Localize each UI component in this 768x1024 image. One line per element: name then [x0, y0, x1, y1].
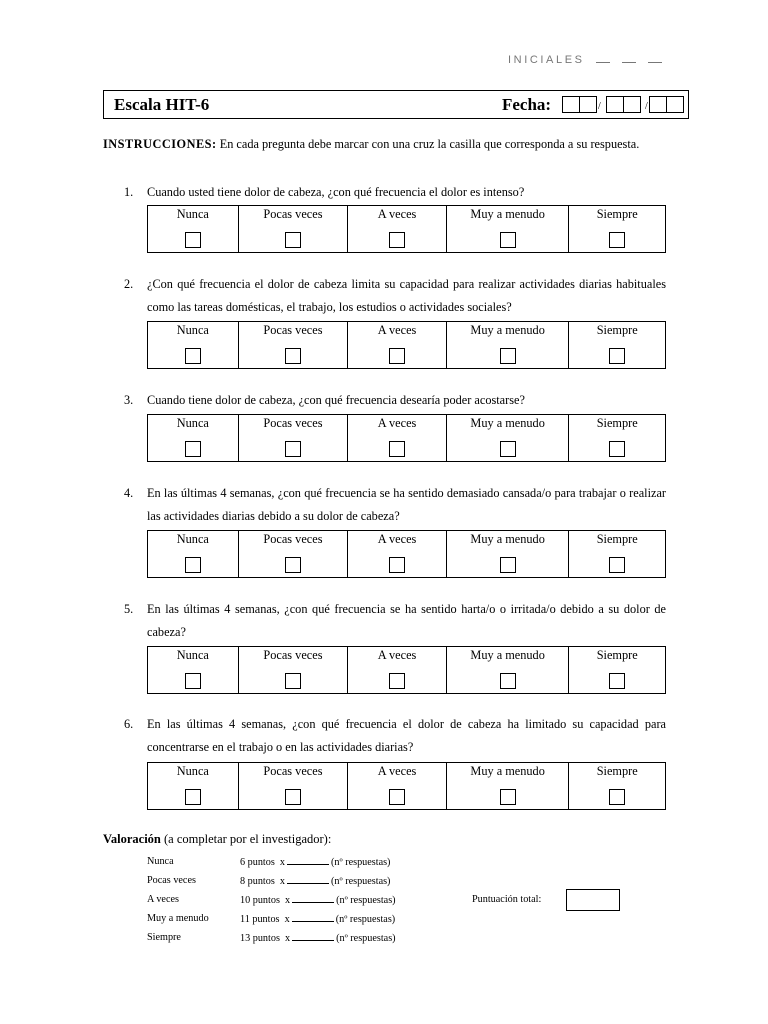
- answer-cell: [148, 206, 239, 252]
- initials-blank-3[interactable]: [648, 56, 662, 63]
- scoring-row-label: Pocas veces: [147, 875, 196, 886]
- answer-cell: [148, 322, 239, 368]
- answer-option-label: Pocas veces: [263, 416, 323, 430]
- answer-cell: [569, 415, 665, 461]
- scoring-responses-note: (nº respuestas): [336, 933, 396, 944]
- scoring-count-blank[interactable]: [292, 894, 334, 903]
- question-number: 1.: [124, 185, 134, 199]
- question-number: 2.: [124, 277, 134, 291]
- answer-option-label: Siempre: [596, 764, 638, 778]
- answer-cell: [148, 415, 239, 461]
- answer-option-label: Muy a menudo: [470, 648, 545, 662]
- answer-checkbox[interactable]: [285, 348, 301, 364]
- answer-cell: [348, 647, 447, 693]
- answer-checkbox[interactable]: [389, 441, 405, 457]
- answer-cell: [447, 647, 570, 693]
- answer-checkbox[interactable]: [500, 557, 516, 573]
- answer-option-label: Pocas veces: [263, 648, 323, 662]
- scoring-count-blank[interactable]: [287, 856, 329, 865]
- question-text: En las últimas 4 semanas, ¿con qué frecuencia el dolor de cabeza ha limitado su capacidad para concentrarse en el trabajo o en las actividades diarias?: [147, 717, 666, 754]
- answer-cell: [348, 531, 447, 577]
- date-year-field[interactable]: [649, 96, 684, 112]
- answer-checkbox[interactable]: [285, 441, 301, 457]
- scoring-points: 10 puntos: [240, 895, 280, 906]
- scoring-row: [147, 913, 447, 927]
- answer-option-label: Muy a menudo: [470, 764, 545, 778]
- scoring-multiplier: x: [279, 876, 285, 887]
- answer-option-label: Siempre: [596, 532, 638, 546]
- question-number: 5.: [124, 602, 134, 616]
- answer-option-label: Pocas veces: [263, 764, 323, 778]
- instructions: [103, 136, 667, 152]
- answer-checkbox[interactable]: [185, 348, 201, 364]
- answer-cell: [239, 415, 349, 461]
- answer-checkbox[interactable]: [500, 348, 516, 364]
- title-box: [103, 90, 689, 119]
- date-separator-1: /: [598, 101, 601, 112]
- answer-option-label: Nunca: [176, 323, 209, 337]
- instructions-label: INSTRUCCIONES:: [103, 137, 217, 151]
- answer-option-label: Muy a menudo: [470, 532, 545, 546]
- question-text: En las últimas 4 semanas, ¿con qué frecuencia se ha sentido harta/o o irritada/o debido a su dolor de cabeza?: [147, 602, 666, 639]
- scoring-row-label: Siempre: [147, 932, 181, 943]
- answer-cell: [447, 415, 570, 461]
- question-text: ¿Con qué frecuencia el dolor de cabeza limita su capacidad para realizar actividades diarias habituales como las tareas domésticas, el trabajo, los estudios o actividades sociales?: [147, 277, 666, 314]
- answer-cell: [239, 206, 349, 252]
- scoring-responses-note: (nº respuestas): [331, 857, 391, 868]
- scoring-points: 6 puntos: [240, 857, 275, 868]
- answer-cell: [239, 763, 349, 809]
- answer-checkbox[interactable]: [609, 673, 625, 689]
- answer-grid: [147, 321, 666, 369]
- answer-option-label: Siempre: [596, 207, 638, 221]
- answer-cell: [569, 322, 665, 368]
- date-separator-2: /: [645, 101, 648, 112]
- answer-option-label: Nunca: [176, 416, 209, 430]
- scoring-points: 13 puntos: [240, 933, 280, 944]
- scoring-row: [147, 856, 447, 870]
- answer-cell: [348, 763, 447, 809]
- answer-cell: [569, 531, 665, 577]
- answer-checkbox[interactable]: [389, 348, 405, 364]
- answer-option-label: Pocas veces: [263, 323, 323, 337]
- answer-checkbox[interactable]: [609, 348, 625, 364]
- answer-checkbox[interactable]: [185, 441, 201, 457]
- scoring-row-formula: [240, 856, 390, 868]
- answer-option-label: Siempre: [596, 416, 638, 430]
- answer-cell: [239, 531, 349, 577]
- answer-option-label: A veces: [377, 648, 417, 662]
- initials-label: INICIALES: [508, 54, 585, 66]
- answer-grid: [147, 646, 666, 694]
- answer-cell: [447, 763, 570, 809]
- scoring-title: Valoración: [103, 832, 161, 846]
- answer-option-label: Muy a menudo: [470, 207, 545, 221]
- answer-cell: [348, 322, 447, 368]
- scoring-count-blank[interactable]: [292, 932, 334, 941]
- answer-option-label: Muy a menudo: [470, 323, 545, 337]
- answer-grid: [147, 414, 666, 462]
- answer-option-label: Muy a menudo: [470, 416, 545, 430]
- answer-checkbox[interactable]: [609, 441, 625, 457]
- answer-checkbox[interactable]: [500, 441, 516, 457]
- answer-checkbox[interactable]: [500, 673, 516, 689]
- answer-checkbox[interactable]: [285, 789, 301, 805]
- page-title: Escala HIT-6: [114, 95, 210, 114]
- question-text: Cuando usted tiene dolor de cabeza, ¿con qué frecuencia el dolor es intenso?: [147, 185, 525, 199]
- initials-blank-1[interactable]: [596, 56, 610, 63]
- answer-checkbox[interactable]: [285, 232, 301, 248]
- date-month-field[interactable]: [606, 96, 641, 112]
- answer-cell: [239, 322, 349, 368]
- date-day-field[interactable]: [562, 96, 597, 112]
- scoring-subtitle: (a completar por el investigador):: [164, 832, 332, 846]
- scoring-responses-note: (nº respuestas): [335, 914, 396, 925]
- answer-grid: [147, 530, 666, 578]
- scoring-responses-note: (nº respuestas): [331, 876, 391, 887]
- answer-checkbox[interactable]: [389, 557, 405, 573]
- question-number: 4.: [124, 486, 134, 500]
- scoring-points: 11 puntos: [240, 914, 280, 925]
- answer-grid: [147, 205, 666, 253]
- instructions-text: En cada pregunta debe marcar con una cruz la casilla que corresponda a su respuesta.: [219, 137, 640, 151]
- answer-checkbox[interactable]: [500, 789, 516, 805]
- answer-option-label: Nunca: [176, 764, 209, 778]
- answer-cell: [148, 531, 239, 577]
- scoring-row-formula: [240, 875, 390, 887]
- scoring-row-label: Muy a menudo: [147, 913, 209, 924]
- answer-cell: [239, 647, 349, 693]
- answer-cell: [569, 206, 665, 252]
- date-label: Fecha:: [502, 95, 552, 114]
- answer-option-label: Pocas veces: [263, 532, 323, 546]
- total-score-label: Puntuación total:: [472, 894, 542, 905]
- answer-option-label: Nunca: [176, 532, 209, 546]
- answer-checkbox[interactable]: [185, 673, 201, 689]
- answer-option-label: Pocas veces: [263, 207, 323, 221]
- answer-checkbox[interactable]: [609, 557, 625, 573]
- answer-checkbox[interactable]: [185, 232, 201, 248]
- scoring-multiplier: x: [284, 914, 290, 925]
- answer-option-label: A veces: [377, 207, 417, 221]
- question-number: 6.: [124, 717, 134, 731]
- answer-cell: [569, 763, 665, 809]
- scoring-row: [147, 875, 447, 889]
- answer-checkbox[interactable]: [185, 789, 201, 805]
- answer-checkbox[interactable]: [609, 789, 625, 805]
- scoring-row-formula: [240, 913, 395, 925]
- scoring-row: [147, 932, 447, 946]
- answer-cell: [447, 531, 570, 577]
- question-text: En las últimas 4 semanas, ¿con qué frecuencia se ha sentido demasiado cansada/o para trabajar o realizar las actividades diarias debido a su dolor de cabeza?: [147, 486, 666, 523]
- scoring-count-blank[interactable]: [287, 875, 329, 884]
- answer-grid: [147, 762, 666, 810]
- answer-option-label: Siempre: [596, 323, 638, 337]
- question-text: Cuando tiene dolor de cabeza, ¿con qué frecuencia desearía poder acostarse?: [147, 393, 525, 407]
- answer-checkbox[interactable]: [500, 232, 516, 248]
- initials-blank-2[interactable]: [622, 56, 636, 63]
- answer-cell: [447, 206, 570, 252]
- answer-cell: [148, 647, 239, 693]
- answer-checkbox[interactable]: [285, 557, 301, 573]
- answer-checkbox[interactable]: [609, 232, 625, 248]
- answer-option-label: Nunca: [176, 207, 209, 221]
- answer-checkbox[interactable]: [185, 557, 201, 573]
- answer-cell: [348, 415, 447, 461]
- scoring-multiplier: x: [279, 857, 285, 868]
- answer-option-label: A veces: [377, 416, 417, 430]
- scoring-row-formula: [240, 894, 396, 906]
- answer-checkbox[interactable]: [389, 673, 405, 689]
- answer-cell: [447, 322, 570, 368]
- total-score-box[interactable]: [566, 889, 620, 911]
- scoring-multiplier: x: [285, 895, 291, 906]
- answer-checkbox[interactable]: [389, 232, 405, 248]
- question-number: 3.: [124, 393, 134, 407]
- answer-cell: [148, 763, 239, 809]
- answer-option-label: A veces: [377, 764, 417, 778]
- scoring-multiplier: x: [285, 933, 291, 944]
- answer-cell: [569, 647, 665, 693]
- answer-option-label: A veces: [377, 323, 417, 337]
- scoring-row-label: A veces: [147, 894, 179, 905]
- scoring-header: [103, 832, 331, 847]
- answer-cell: [348, 206, 447, 252]
- scoring-count-blank[interactable]: [292, 913, 334, 922]
- scoring-points: 8 puntos: [240, 876, 275, 887]
- scoring-row-label: Nunca: [147, 856, 174, 867]
- answer-option-label: Siempre: [596, 648, 638, 662]
- answer-checkbox[interactable]: [285, 673, 301, 689]
- answer-option-label: A veces: [377, 532, 417, 546]
- answer-checkbox[interactable]: [389, 789, 405, 805]
- scoring-row-formula: [240, 932, 396, 944]
- scoring-row: [147, 894, 447, 908]
- scoring-responses-note: (nº respuestas): [336, 895, 396, 906]
- answer-option-label: Nunca: [176, 648, 209, 662]
- initials-field: [508, 54, 662, 66]
